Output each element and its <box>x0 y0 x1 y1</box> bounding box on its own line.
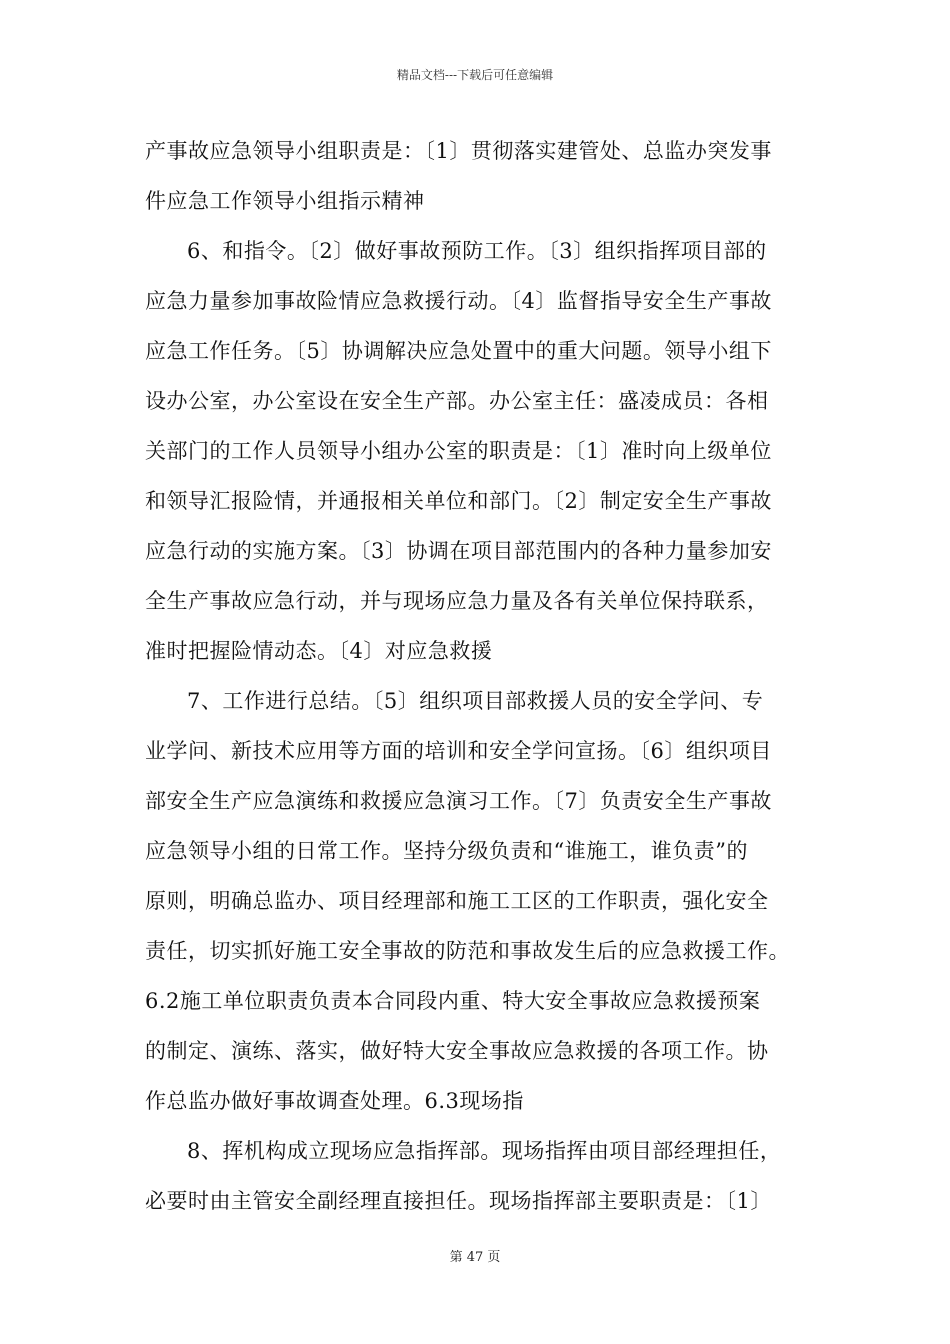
page-number: 第 47 页 <box>449 1250 501 1265</box>
text-line: 和领导汇报险情，并通报相关单位和部门。〔2〕制定安全生产事故 <box>145 489 772 513</box>
paragraph-start-line: 7、工作进行总结。〔5〕组织项目部救援人员的安全学问、专 <box>187 689 764 713</box>
text-line: 应急力量参加事故险情应急救援行动。〔4〕监督指导安全生产事故 <box>145 289 772 313</box>
text-line: 产事故应急领导小组职责是：〔1〕贯彻落实建管处、总监办突发事 <box>145 139 772 163</box>
paragraph-start-line: 6、和指令。〔2〕做好事故预防工作。〔3〕组织指挥项目部的 <box>187 239 767 263</box>
text-line: 应急工作任务。〔5〕协调解决应急处置中的重大问题。领导小组下 <box>145 339 772 363</box>
page-header: 精品文档---下载后可任意编辑 <box>396 68 554 82</box>
text-line: 6.2施工单位职责负责本合同段内重、特大安全事故应急救援预案 <box>145 989 761 1013</box>
text-line: 关部门的工作人员领导小组办公室的职责是：〔1〕准时向上级单位 <box>145 439 772 463</box>
paragraph-start-line: 8、挥机构成立现场应急指挥部。现场指挥由项目部经理担任， <box>187 1139 782 1163</box>
text-line: 必要时由主管安全副经理直接担任。现场指挥部主要职责是：〔1〕 <box>145 1189 772 1213</box>
text-line: 业学问、新技术应用等方面的培训和安全学问宣扬。〔6〕组织项目 <box>145 739 772 763</box>
text-line: 应急领导小组的日常工作。坚持分级负责和“谁施工，谁负责”的 <box>145 839 748 863</box>
text-line: 责任，切实抓好施工安全事故的防范和事故发生后的应急救援工作。 <box>145 939 790 963</box>
text-line: 准时把握险情动态。〔4〕对应急救援 <box>145 639 493 663</box>
document-body <box>145 126 825 1226</box>
text-line: 原则，明确总监办、项目经理部和施工工区的工作职责，强化安全 <box>145 889 769 913</box>
text-line: 应急行动的实施方案。〔3〕协调在项目部范围内的各种力量参加安 <box>145 539 772 563</box>
text-line: 全生产事故应急行动，并与现场应急力量及各有关单位保持联系， <box>145 589 769 613</box>
text-line: 件应急工作领导小组指示精神 <box>145 189 425 213</box>
text-line: 设办公室，办公室设在安全生产部。办公室主任：盛凌成员：各相 <box>145 389 769 413</box>
text-line: 部安全生产应急演练和救援应急演习工作。〔7〕负责安全生产事故 <box>145 789 772 813</box>
text-line: 的制定、演练、落实，做好特大安全事故应急救援的各项工作。协 <box>145 1039 769 1063</box>
text-line: 作总监办做好事故调查处理。6.3现场指 <box>145 1089 524 1113</box>
